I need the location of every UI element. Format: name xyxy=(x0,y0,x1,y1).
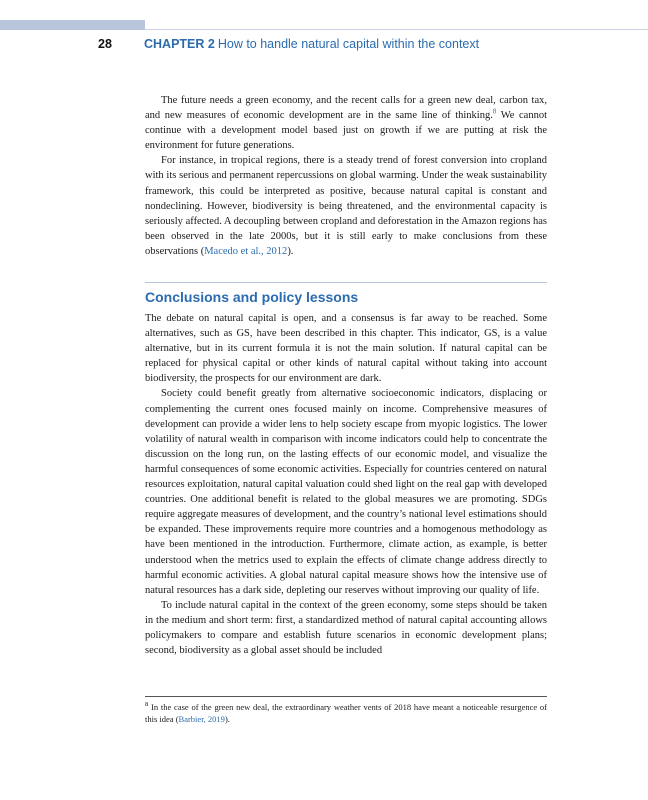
footnote-marker: 8 xyxy=(145,701,149,709)
paragraph: The debate on natural capital is open, and a consensus is far away to be reached. Some alternatives, such as GS, have been described in this chapter. This indicator, GS, is a value alternative, but in its current formula it is not the main solution. If natural capital can be replaced for physical capital or other kinds of natural capital without taking into account biodiversity, the prospects for our environment are dark. xyxy=(145,313,547,385)
citation-link[interactable]: Macedo et al., 2012 xyxy=(204,245,288,257)
body-text-bottom xyxy=(145,311,547,658)
footnote-ref[interactable]: 8 xyxy=(492,107,497,116)
paragraph: Society could benefit greatly from alternative socioeconomic indicators, displacing or complementing the current ones focused mainly on income. Comprehensive measures of development can provide a wider lens to help society escape from myopic logistics. The lower volatility of natural wealth in comparison with income indicators could help to concentrate the discussion on the long run, on the lasting effects of our economic model, and visualize the harmful consequences of some economic activities. Especially for countries centered on natural resources exploitation, natural capital valuation could shed light on the real gap with developed countries. One additional benefit is related to the global measures we are promoting. SDGs require aggregate measures of development, and the country’s national level estimations should be expanded. These improvements require more countries and a homogenous methodology as have been mentioned in the introduction. Furthermore, climate action, as example, is better understood when the metrics used to explain the effects of climate change address directly to harmful economic activities. A global natural capital measure shows how the intensive use of natural resources has a dark side, depleting our reserves without improving our quality of life. xyxy=(145,388,547,596)
paragraph: For instance, in tropical regions, there is a steady trend of forest conversion into cropland with its serious and permanent repercussions on global warming. Under the weak sustainability framework, this could be interpreted as positive, because natural capital is constant and nondeclining. However, biodiversity is being threatened, and the environmental capacity is seriously affected. A decoupling between cropland and deforestation in the Amazon regions has been observed in the late 2000s, but it is still early to make conclusions from these observations (Macedo et al., 2012). xyxy=(145,155,547,257)
footnote-divider xyxy=(145,696,547,697)
paragraph: The future needs a green economy, and the recent calls for a green new deal, carbon tax, and new measures of economic development are in the same line of thinking.$^8$ We cannot continue with a development model based just on growth if we are putting at risk the environment for future generations. xyxy=(145,95,547,152)
body-text-top xyxy=(145,93,547,259)
footnote: $^8$ In the case of the green new deal, the extraordinary weather vents of 2018 have meant a noticeable resurgence of this idea (Barbier, 2019). xyxy=(145,701,547,724)
header-rule xyxy=(145,29,648,30)
chapter-label: CHAPTER 2 xyxy=(144,37,215,51)
chapter-title: How to handle natural capital within the context xyxy=(217,37,480,51)
paragraph: To include natural capital in the context of the green economy, some steps should be taken in the medium and short term: first, a standardized method of natural capital accounting allows policymakers to compare and establish future scenarios in economic development plans; second, biodiversity as a global asset should be included xyxy=(145,599,547,657)
header-accent-bar xyxy=(0,20,145,30)
citation-link[interactable]: Barbier, 2019 xyxy=(178,714,225,724)
page-number: 28 xyxy=(98,37,112,51)
section-heading: Conclusions and policy lessons xyxy=(145,289,359,305)
section-divider xyxy=(145,282,547,283)
running-header xyxy=(98,36,479,52)
